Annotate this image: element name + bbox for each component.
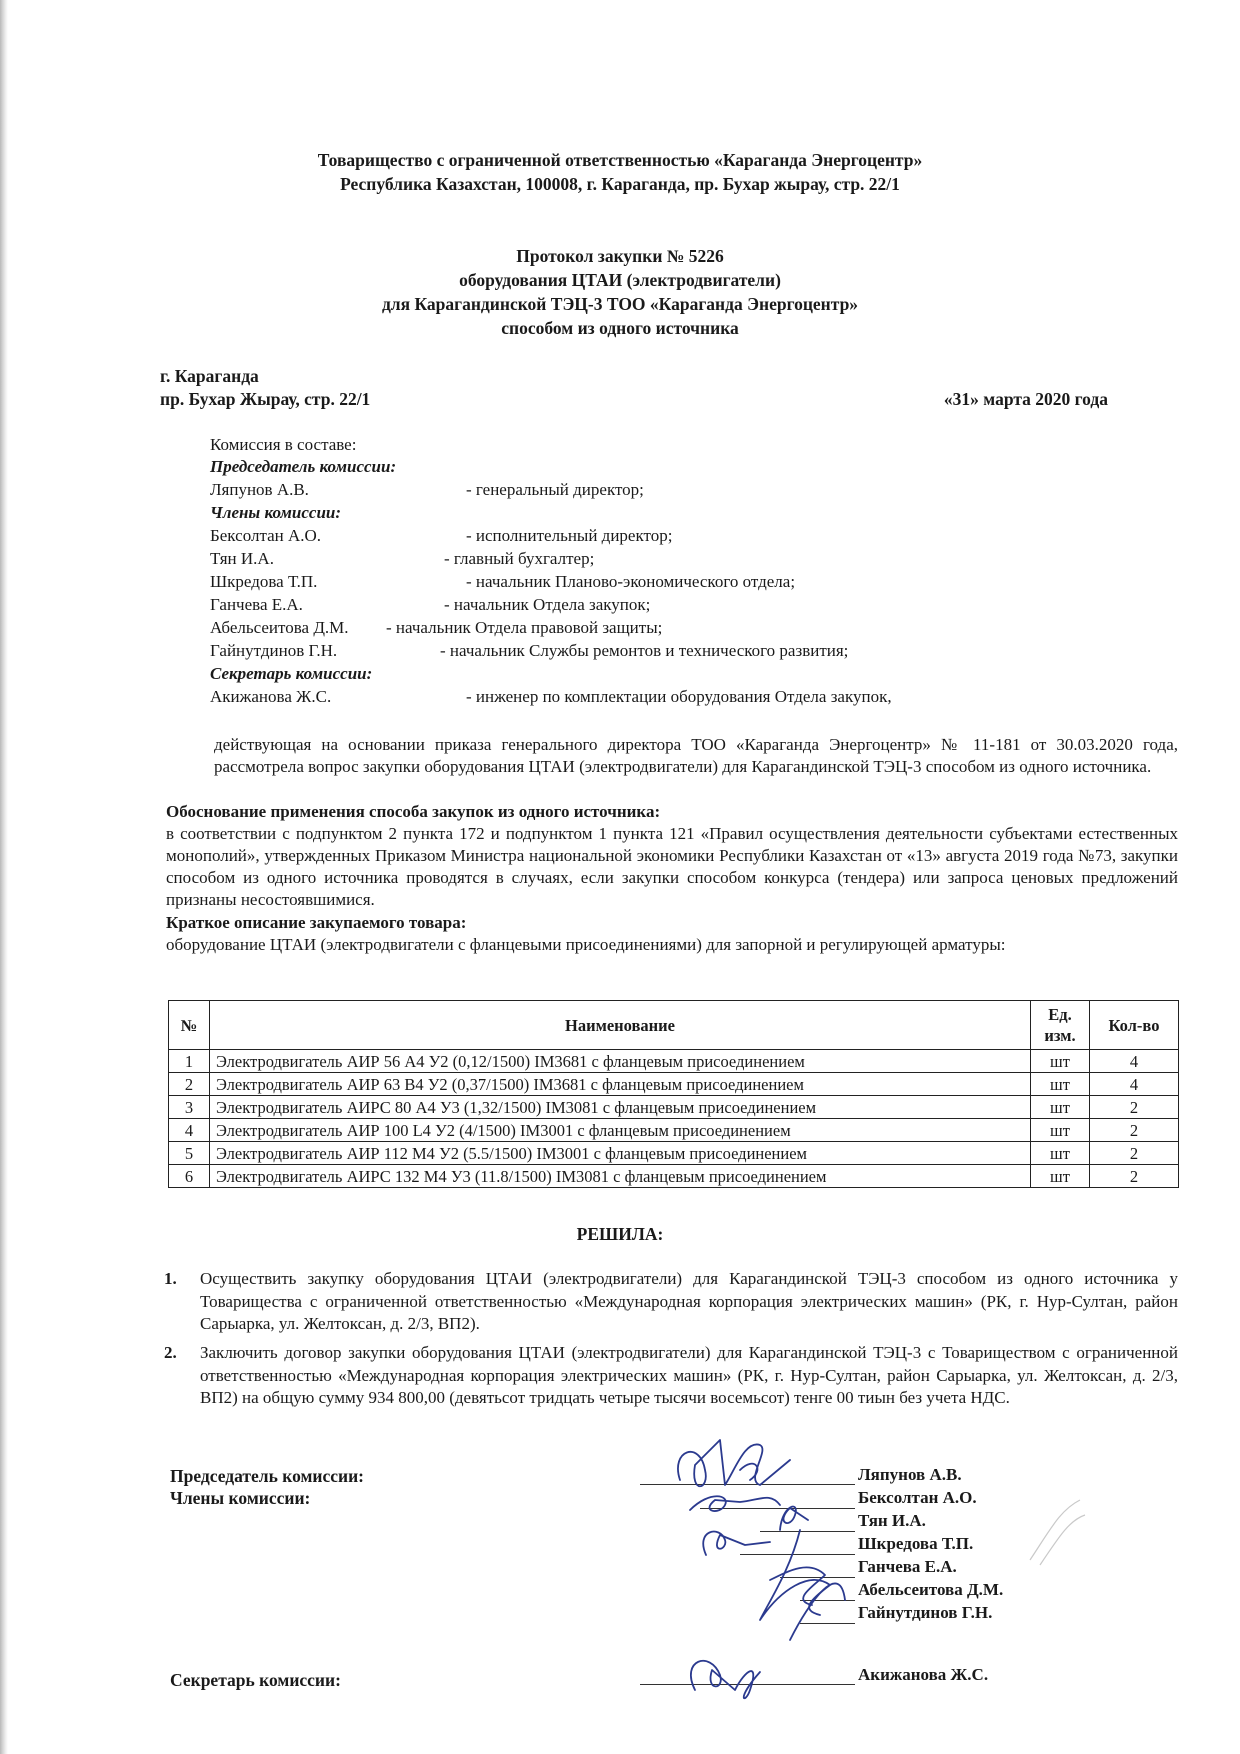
cell-qty: 4 [1090,1073,1179,1096]
chair-signature-label: Председатель комиссии: [170,1466,365,1486]
cell-num: 1 [169,1050,210,1073]
cell-name: Электродвигатель АИР 63 В4 У2 (0,37/1500) IM3681 с фланцевым присоединением [210,1073,1031,1096]
org-line-2: Республика Казахстан, 100008, г. Караганда, пр. Бухар жырау, стр. 22/1 [340,174,900,194]
title-line-2: оборудования ЦТАИ (электродвигатели) [459,270,781,290]
commission-chair-name: Ляпунов А.В. [210,480,309,499]
member-role: - начальник Отдела правовой защиты; [386,618,663,637]
chair-heading: Председатель комиссии: [210,457,397,476]
cell-unit: шт [1031,1119,1090,1142]
cell-unit: шт [1031,1073,1090,1096]
place-address: пр. Бухар Жырау, стр. 22/1 [160,389,371,409]
cell-unit: шт [1031,1142,1090,1165]
cell-qty: 2 [1090,1119,1179,1142]
cell-unit: шт [1031,1050,1090,1073]
signatory-name: Абельсеитова Д.М. [858,1580,1004,1599]
member-role: - начальник Планово-экономического отдела; [466,572,796,591]
member-name: Тян И.А. [210,549,274,568]
cell-num: 6 [169,1165,210,1188]
cell-unit: шт [1031,1096,1090,1119]
cell-name: Электродвигатель АИРС 132 М4 У3 (11.8/1500) IM3081 с фланцевым присоединением [210,1165,1031,1188]
cell-name: Электродвигатель АИР 112 М4 У2 (5.5/1500) IM3001 с фланцевым присоединением [210,1142,1031,1165]
cell-num: 3 [169,1096,210,1119]
col-header-num: № [169,1001,210,1050]
cell-qty: 4 [1090,1050,1179,1073]
decision-item-text: Осуществить закупку оборудования ЦТАИ (электродвигатели) для Карагандинской ТЭЦ-3 способом из одного источника у Товарищества с ограниченной ответственностью «Международная корпорация электрических машин» (РК, г. Нур-Султан, район Сарыарка, ул. Желтоксан, д. 2/3, ВП2). [200,1269,1178,1333]
member-role: - исполнительный директор; [466,526,673,545]
member-name: Абельсеитова Д.М. [210,618,349,637]
title-line-3: для Карагандинской ТЭЦ-3 ТОО «Караганда Энергоцентр» [381,294,859,314]
cell-num: 5 [169,1142,210,1165]
justification-text: в соответствии с подпунктом 2 пункта 172 и подпунктом 1 пункта 121 «Правил осуществления деятельности субъектами естественных монополий», утвержденных Приказом Министра национальной экономики Республики Казахстан от «13» августа 2019 года №73, закупки способом из одного источника проводятся в случаях, если закупки способом конкурса (тендера) или запроса ценовых предложений признаны несостоявшимися. [166,824,1178,909]
signatory-name: Ляпунов А.В. [858,1465,962,1484]
member-role: - начальник Отдела закупок; [444,595,651,614]
cell-unit: шт [1031,1165,1090,1188]
member-name: Гайнутдинов Г.Н. [210,641,338,660]
members-signature-label: Члены комиссии: [170,1488,311,1508]
member-role: - главный бухгалтер; [444,549,595,568]
member-name: Шкредова Т.П. [210,572,318,591]
description-heading: Краткое описание закупаемого товара: [166,913,467,932]
cell-num: 4 [169,1119,210,1142]
cell-qty: 2 [1090,1142,1179,1165]
secretary-signature-label: Секретарь комиссии: [170,1670,341,1690]
commission-intro: Комиссия в составе: [210,435,357,454]
secretary-heading: Секретарь комиссии: [210,664,373,683]
col-header-unit: Ед. изм. [1031,1001,1090,1050]
signatory-name: Акижанова Ж.С. [858,1665,989,1684]
member-name: Ганчева Е.А. [210,595,303,614]
members-heading: Члены комиссии: [210,503,342,522]
cell-num: 2 [169,1073,210,1096]
cell-name: Электродвигатель АИРС 80 А4 У3 (1,32/1500) IM3081 с фланцевым присоединением [210,1096,1031,1119]
decision-heading: РЕШИЛА: [576,1224,664,1244]
col-header-qty: Кол-во [1090,1001,1179,1050]
member-role: - начальник Службы ремонтов и технического развития; [440,641,849,660]
org-line-1: Товарищество с ограниченной ответственностью «Караганда Энергоцентр» [317,150,923,170]
signatory-name: Тян И.А. [858,1511,926,1530]
acting-paragraph: действующая на основании приказа генерального директора ТОО «Караганда Энергоцентр» № 11-181 от 30.03.2020 года, рассмотрела вопрос закупки оборудования ЦТАИ (электродвигатели) для Карагандинской ТЭЦ-3 способом из одного источника. [214,735,1178,776]
commission-secretary-name: Акижанова Ж.С. [210,687,332,706]
cell-name: Электродвигатель АИР 56 А4 У2 (0,12/1500) IM3681 с фланцевым присоединением [210,1050,1031,1073]
title-line-4: способом из одного источника [501,318,739,338]
signatory-name: Ганчева Е.А. [858,1557,957,1576]
signatory-name: Гайнутдинов Г.Н. [858,1603,993,1622]
cell-qty: 2 [1090,1165,1179,1188]
member-name: Бексолтан А.О. [210,526,322,545]
title-line-1: Протокол закупки № 5226 [516,246,724,266]
col-header-name: Наименование [210,1001,1031,1050]
justification-heading: Обоснование применения способа закупок из одного источника: [166,802,661,821]
place-city: г. Караганда [160,366,259,386]
commission-secretary-role: - инженер по комплектации оборудования Отдела закупок, [466,687,892,706]
commission-chair-role: - генеральный директор; [466,480,644,499]
signatory-name: Шкредова Т.П. [858,1534,974,1553]
cell-qty: 2 [1090,1096,1179,1119]
decision-item-number: 2. [164,1343,177,1362]
signatory-name: Бексолтан А.О. [858,1488,977,1507]
decision-item-number: 1. [164,1269,177,1288]
cell-name: Электродвигатель АИР 100 L4 У2 (4/1500) IM3001 с фланцевым присоединением [210,1119,1031,1142]
decision-item-text: Заключить договор закупки оборудования ЦТАИ (электродвигатели) для Карагандинской ТЭЦ-3 с Товариществом с ограниченной ответственностью «Международная корпорация электрических машин» (РК, г. Нур-Султан, район Сарыарка, ул. Желтоксан, д. 2/3, ВП2) на общую сумму 934 800,00 (девятьсот тридцать четыре тысячи восемьсот) тенге 00 тиын без учета НДС. [200,1343,1178,1407]
document-date: «31» марта 2020 года [943,389,1108,409]
description-text: оборудование ЦТАИ (электродвигатели с фланцевыми присоединениями) для запорной и регулирующей арматуры: [166,935,1006,954]
